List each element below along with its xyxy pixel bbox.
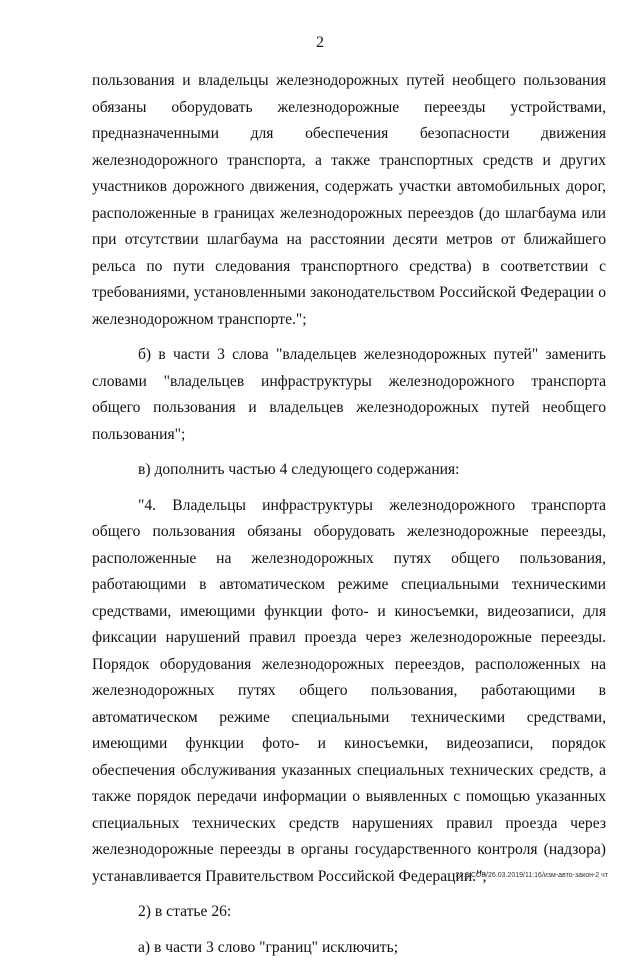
paragraph-part-3-amendment: б) в части 3 слова "владельцев железнодорожных путей" заменить словами "владельцев инфраструктуры железнодорожного транспорта общего пользования и владельцев железнодорожных путей необщего пользования";: [92, 342, 606, 448]
paragraph-article-26: 2) в статье 26:: [92, 899, 606, 926]
paragraph-add-part-4: в) дополнить частью 4 следующего содержания:: [92, 457, 606, 484]
paragraph-part-4-text: "4. Владельцы инфраструктуры железнодорожного транспорта общего пользования обязаны оборудовать железнодорожные переезды, расположенные на железнодорожных путях общего пользования, работающими в автоматическом режиме специальными техническими средствами, имеющими функции фото- и киносъемки, видеозаписи, для фиксации нарушений правил проезда через железнодорожные переезды. Порядок оборудования железнодорожных переездов, расположенных на железнодорожных путях общего пользования, работающими в автоматическом режиме специальными техническими средствами, имеющими функции фото- и киносъемки, видеозаписи, порядок обеспечения обслуживания указанных специальных технических средств, а также порядок передачи информации о выявленных с помощью указанных специальных технических средств нарушениях правил проезда через железнодорожные переезды в органы государственного контроля (надзора) устанавливается Правительством Российской Федерации.";: [92, 493, 606, 891]
document-footer-code: 20.3/СОВ/26.03.2019/11:16/изм-авто-закон-2 чт: [455, 871, 608, 880]
document-body: [92, 68, 606, 961]
paragraph-continuation: пользования и владельцы железнодорожных путей необщего пользования обязаны оборудовать железнодорожные переезды устройствами, предназначенными для обеспечения безопасности движения железнодорожного транспорта, а также транспортных средств и других участников дорожного движения, содержать участки автомобильных дорог, расположенные в границах железнодорожных переездов (до шлагбаума или при отсутствии шлагбаума на расстоянии десяти метров от ближайшего рельса по пути следования транспортного средства) в соответствии с требованиями, установленными законодательством Российской Федерации о железнодорожном транспорте.";: [92, 68, 606, 333]
page-number: 2: [0, 33, 640, 53]
paragraph-article-26-part-3: а) в части 3 слово "границ" исключить;: [92, 935, 606, 961]
